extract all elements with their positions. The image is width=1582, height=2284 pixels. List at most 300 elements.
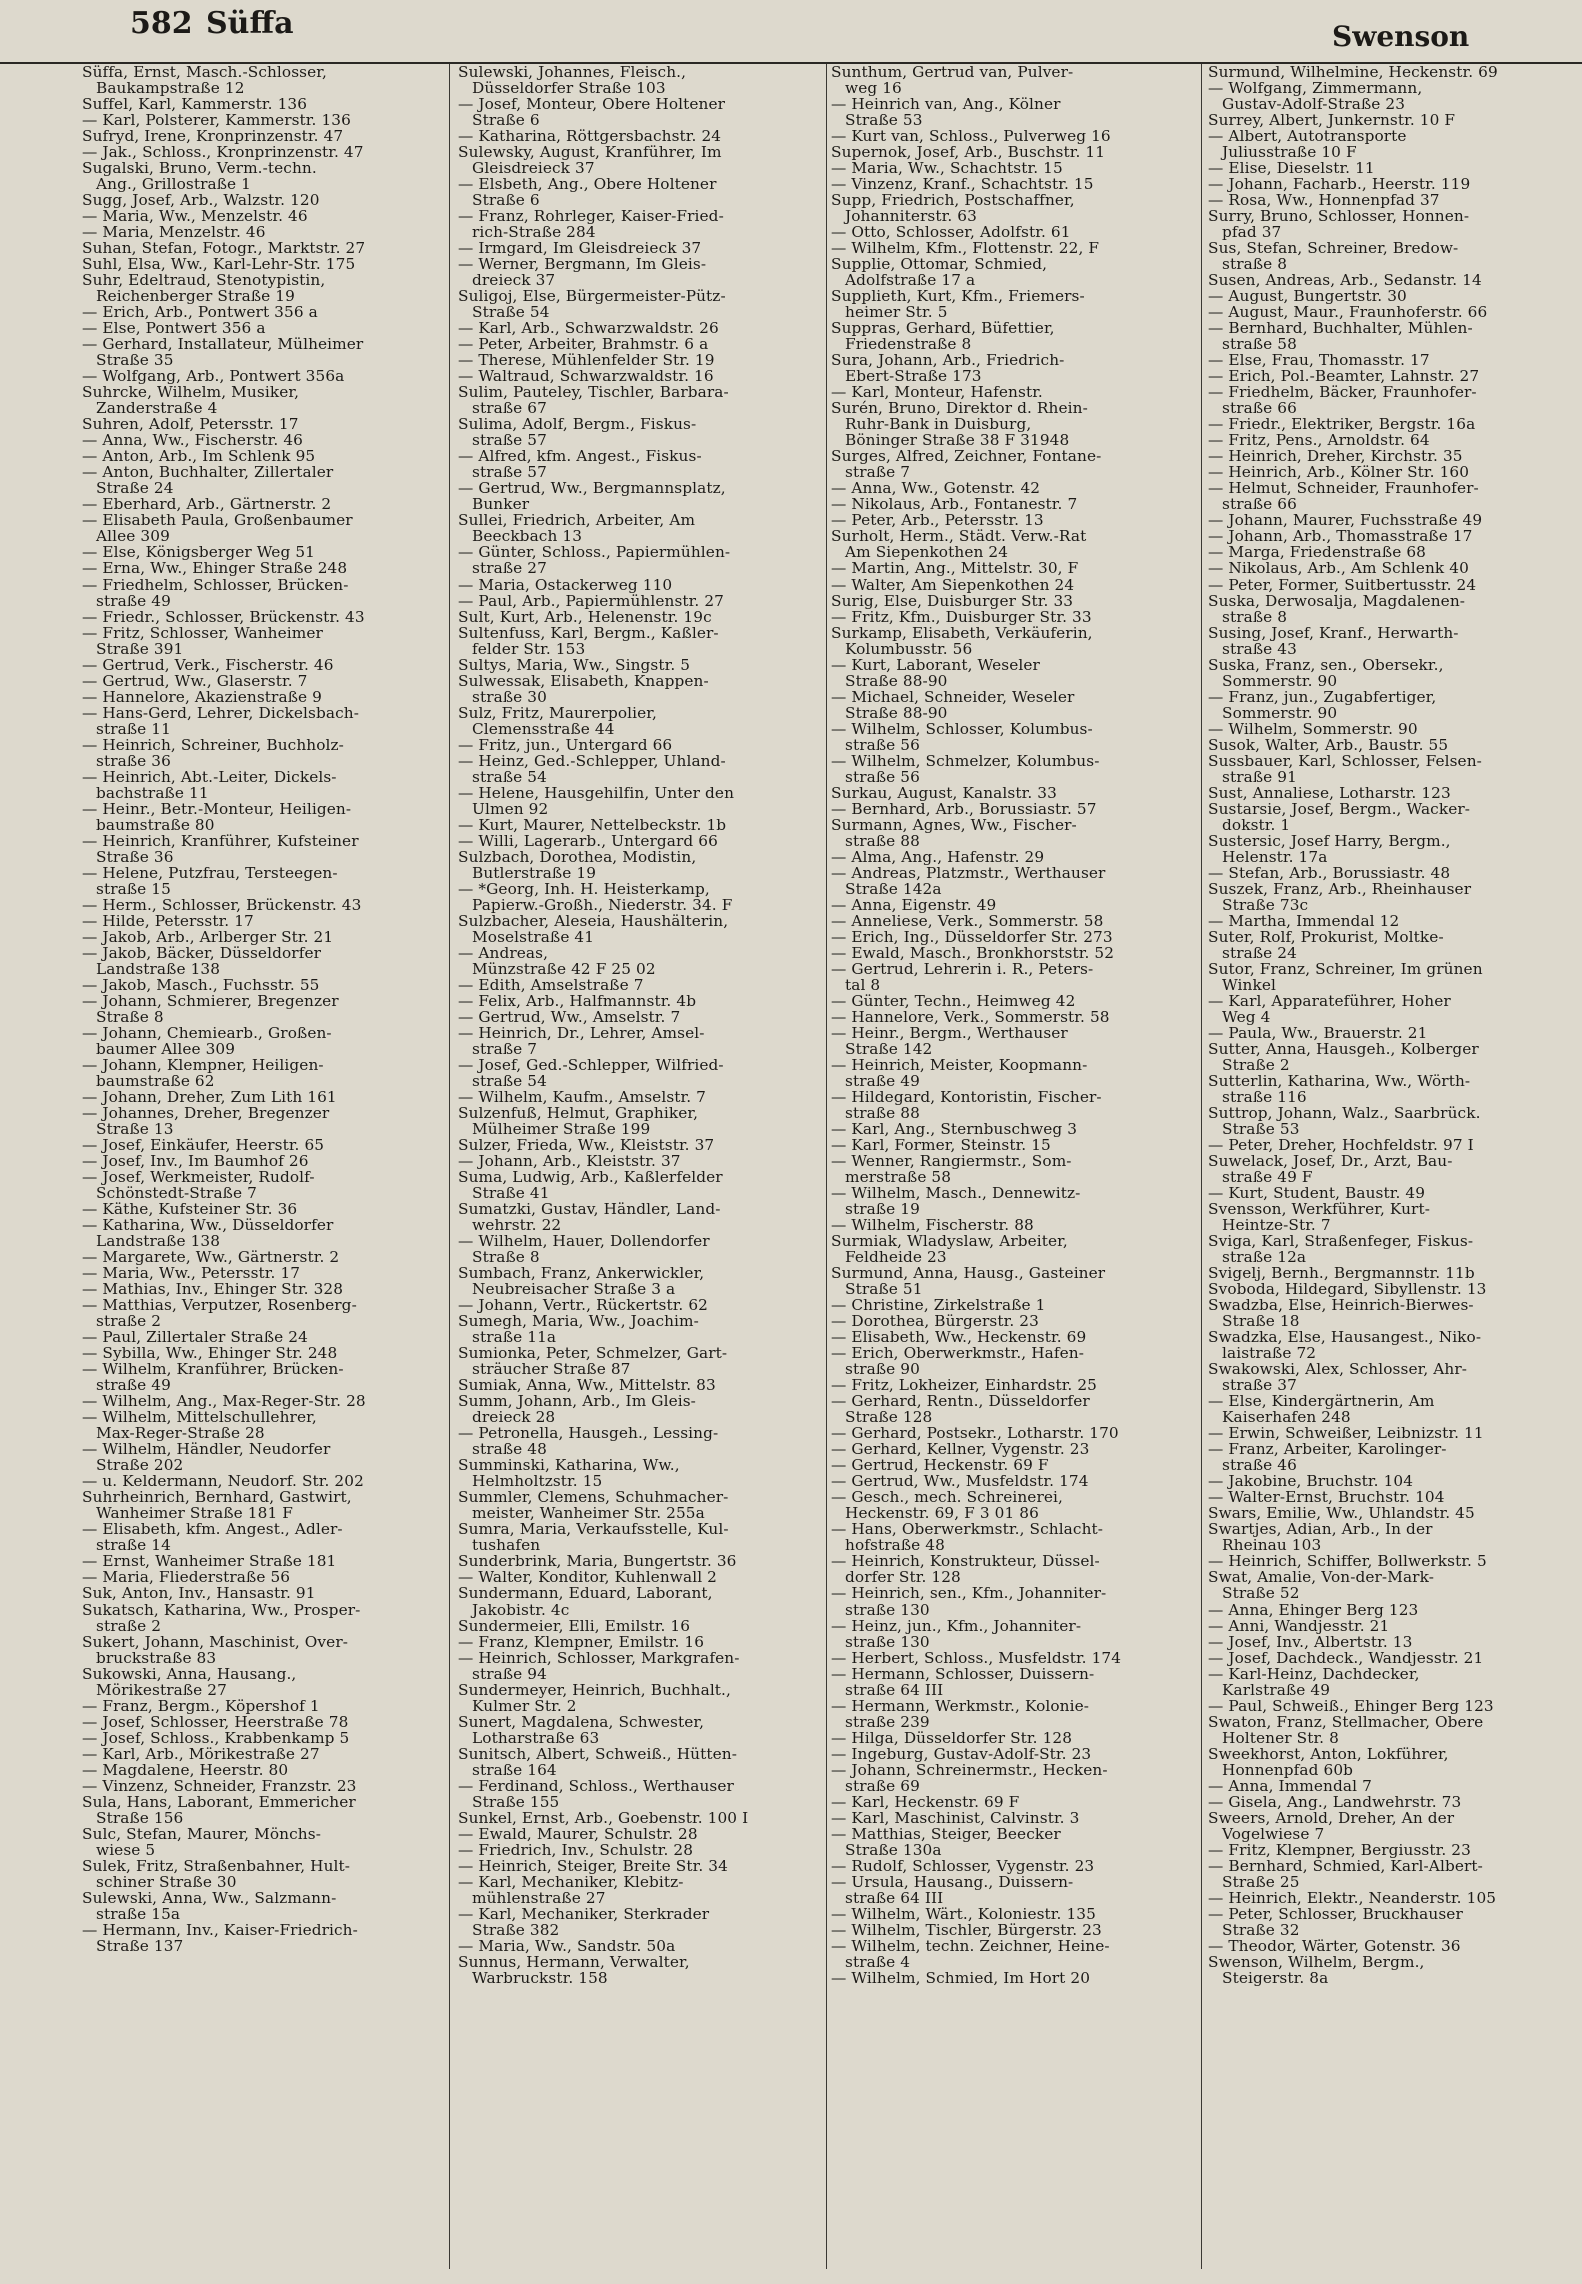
directory-entry: — Gerhard, Rentn., Düsseldorfer	[831, 1393, 1090, 1410]
entry-continuation: straße 66	[1222, 400, 1297, 417]
directory-entry: Sulzbacher, Aleseia, Haushälterin,	[458, 912, 729, 929]
directory-entry: — Jak., Schloss., Kronprinzenstr. 47	[82, 144, 364, 161]
entry-continuation: Straße 88-90	[845, 672, 948, 689]
entry-continuation: straße 43	[1222, 640, 1297, 657]
entry-continuation: Straße 382	[472, 1921, 560, 1938]
directory-entry: — Heinz, Ged.-Schlepper, Uhland-	[458, 752, 726, 769]
directory-entry: — Fritz, jun., Untergard 66	[458, 736, 673, 753]
directory-entry: — Anton, Buchhalter, Zillertaler	[82, 464, 334, 481]
directory-entry: — Marga, Friedenstraße 68	[1208, 544, 1426, 561]
directory-entry: — Ursula, Hausang., Duissern-	[831, 1873, 1074, 1890]
directory-entry: — Karl, Former, Steinstr. 15	[831, 1137, 1051, 1154]
entry-continuation: Straße 130a	[845, 1841, 942, 1858]
directory-entry: Sugalski, Bruno, Verm.-techn.	[82, 160, 317, 177]
directory-entry: — Edith, Amselstraße 7	[458, 976, 644, 993]
directory-entry: — Walter, Konditor, Kuhlenwall 2	[458, 1569, 717, 1586]
directory-entry: Suska, Derwosalja, Magdalenen-	[1208, 592, 1466, 609]
directory-entry: Suhren, Adolf, Petersstr. 17	[82, 416, 299, 433]
directory-entry: — Karl, Monteur, Hafenstr.	[831, 384, 1043, 401]
directory-entry: — Elisabeth, Ww., Heckenstr. 69	[831, 1329, 1087, 1346]
entry-continuation: Straße 32	[1222, 1921, 1300, 1938]
directory-entry: — Friedhelm, Schlosser, Brücken-	[82, 576, 349, 593]
directory-entry: — Walter-Ernst, Bruchstr. 104	[1208, 1489, 1445, 1506]
entry-continuation: straße 57	[472, 464, 547, 481]
column-3	[831, 64, 1193, 2264]
directory-entry: Suttrop, Johann, Walz., Saarbrück.	[1208, 1105, 1481, 1122]
directory-entry: Sundermeier, Elli, Emilstr. 16	[458, 1617, 691, 1634]
directory-entry: — Kurt, Laborant, Weseler	[831, 656, 1040, 673]
directory-entry: — Wilhelm, Fischerstr. 88	[831, 1217, 1034, 1234]
column-divider	[1201, 64, 1202, 2269]
directory-entry: — Wilhelm, Schmied, Im Hort 20	[831, 1969, 1091, 1986]
entry-continuation: Straße 142	[845, 1040, 933, 1057]
directory-entry: — Gerhard, Installateur, Mülheimer	[82, 336, 364, 353]
directory-entry: — Katharina, Ww., Düsseldorfer	[82, 1217, 334, 1234]
directory-entry: — Erwin, Schweißer, Leibnizstr. 11	[1208, 1425, 1484, 1442]
directory-entry: — Walter, Am Siepenkothen 24	[831, 576, 1075, 593]
directory-entry: — Kurt, Student, Baustr. 49	[1208, 1185, 1426, 1202]
directory-entry: — Eberhard, Arb., Gärtnerstr. 2	[82, 496, 332, 513]
directory-entry: — Johann, Schmierer, Bregenzer	[82, 992, 339, 1009]
directory-entry: — Wilhelm, Tischler, Bürgerstr. 23	[831, 1921, 1102, 1938]
directory-entry: — Maria, Fliederstraße 56	[82, 1569, 291, 1586]
entry-continuation: Ulmen 92	[472, 800, 549, 817]
entry-continuation: Clemensstraße 44	[472, 720, 615, 737]
entry-continuation: straße 54	[472, 1072, 547, 1089]
entry-continuation: Straße 88-90	[845, 704, 948, 721]
directory-entry: Surholt, Herm., Städt. Verw.-Rat	[831, 528, 1087, 545]
directory-entry: — Wilhelm, Kranführer, Brücken-	[82, 1361, 344, 1378]
directory-entry: — Herbert, Schloss., Musfeldstr. 174	[831, 1649, 1122, 1666]
directory-entry: Swars, Emilie, Ww., Uhlandstr. 45	[1208, 1505, 1475, 1522]
directory-entry: — Anna, Ww., Gotenstr. 42	[831, 480, 1041, 497]
entry-continuation: Rheinau 103	[1222, 1537, 1322, 1554]
directory-entry: Sulzbach, Dorothea, Modistin,	[458, 848, 697, 865]
directory-entry: — Hermann, Werkmstr., Kolonie-	[831, 1697, 1090, 1714]
entry-continuation: Straße 156	[96, 1809, 184, 1826]
directory-entry: Surkamp, Elisabeth, Verkäuferin,	[831, 624, 1093, 641]
directory-entry: — Hans, Oberwerkmstr., Schlacht-	[831, 1521, 1104, 1538]
directory-entry: — Martha, Immendal 12	[1208, 912, 1400, 929]
entry-continuation: Landstraße 138	[96, 1233, 221, 1250]
entry-continuation: dreieck 37	[472, 272, 556, 289]
entry-continuation: Beeckbach 13	[472, 528, 583, 545]
directory-entry: — Ernst, Wanheimer Straße 181	[82, 1553, 337, 1570]
entry-continuation: Jakobistr. 4c	[472, 1601, 570, 1618]
directory-entry: — Rudolf, Schlosser, Vygenstr. 23	[831, 1857, 1095, 1874]
directory-entry: — Maria, Ostackerweg 110	[458, 576, 673, 593]
directory-entry: Surmann, Agnes, Ww., Fischer-	[831, 816, 1077, 833]
entry-continuation: Straße 18	[1222, 1313, 1300, 1330]
directory-entry: Sunthum, Gertrud van, Pulver-	[831, 64, 1074, 81]
directory-entry: Sumbach, Franz, Ankerwickler,	[458, 1265, 705, 1282]
directory-entry: — Martin, Ang., Mittelstr. 30, F	[831, 560, 1079, 577]
entry-continuation: rich-Straße 284	[472, 224, 596, 241]
directory-entry: — Josef, Inv., Im Baumhof 26	[82, 1153, 309, 1170]
directory-entry: Sumatzki, Gustav, Händler, Land-	[458, 1201, 721, 1218]
entry-continuation: Vogelwiese 7	[1222, 1825, 1325, 1842]
directory-entry: Susing, Josef, Kranf., Herwarth-	[1208, 624, 1459, 641]
directory-entry: — Gerhard, Kellner, Vygenstr. 23	[831, 1441, 1090, 1458]
directory-entry: — Peter, Dreher, Hochfeldstr. 97 I	[1208, 1137, 1474, 1154]
entry-continuation: dokstr. 1	[1222, 816, 1291, 833]
entry-continuation: Straße 128	[845, 1409, 933, 1426]
directory-entry: — Wilhelm, Schlosser, Kolumbus-	[831, 720, 1093, 737]
directory-entry: — Friedr., Elektriker, Bergstr. 16a	[1208, 416, 1476, 433]
directory-entry: — Heinrich, Schlosser, Markgrafen-	[458, 1649, 740, 1666]
directory-entry: — Irmgard, Im Gleisdreieck 37	[458, 240, 702, 257]
entry-continuation: Butlerstraße 19	[472, 864, 597, 881]
directory-entry: Surmund, Anna, Hausg., Gasteiner	[831, 1265, 1106, 1282]
entry-continuation: straße 30	[472, 688, 547, 705]
directory-entry: — Wilhelm, Kfm., Flottenstr. 22, F	[831, 240, 1100, 257]
entry-continuation: bachstraße 11	[96, 784, 209, 801]
entry-continuation: Zanderstraße 4	[96, 400, 218, 417]
directory-entry: Sugg, Josef, Arb., Walzstr. 120	[82, 192, 320, 209]
directory-entry: — Erna, Ww., Ehinger Straße 248	[82, 560, 348, 577]
directory-entry: — Alma, Ang., Hafenstr. 29	[831, 848, 1045, 865]
header-keyword-left: Süffa	[206, 6, 294, 41]
directory-entry: Suhr, Edeltraud, Stenotypistin,	[82, 272, 326, 289]
directory-entry: Sunitsch, Albert, Schweiß., Hütten-	[458, 1745, 737, 1762]
directory-entry: — Matthias, Steiger, Beecker	[831, 1825, 1061, 1842]
entry-continuation: Straße 36	[96, 848, 174, 865]
entry-continuation: Warbruckstr. 158	[472, 1969, 608, 1986]
directory-entry: — Nikolaus, Arb., Am Schlenk 40	[1208, 560, 1469, 577]
directory-entry: — Elise, Dieselstr. 11	[1208, 160, 1375, 177]
directory-entry: Surry, Bruno, Schlosser, Honnen-	[1208, 208, 1470, 225]
directory-entry: — Christine, Zirkelstraße 1	[831, 1297, 1046, 1314]
page-header	[0, 0, 1582, 64]
directory-entry: Sura, Johann, Arb., Friedrich-	[831, 352, 1065, 369]
directory-entry: — Elisabeth Paula, Großenbaumer	[82, 512, 353, 529]
directory-entry: Swartjes, Adian, Arb., In der	[1208, 1521, 1433, 1538]
entry-continuation: Münzstraße 42 F 25 02	[472, 960, 656, 977]
directory-entry: Suppras, Gerhard, Büfettier,	[831, 320, 1055, 337]
directory-entry: — Johann, Klempner, Heiligen-	[82, 1056, 324, 1073]
directory-entry: — Else, Pontwert 356 a	[82, 320, 266, 337]
directory-entry: — Karl, Heckenstr. 69 F	[831, 1793, 1020, 1810]
directory-entry: — Franz, Klempner, Emilstr. 16	[458, 1633, 705, 1650]
directory-entry: — Josef, Schloss., Krabbenkamp 5	[82, 1729, 350, 1746]
directory-entry: Sussbauer, Karl, Schlosser, Felsen-	[1208, 752, 1482, 769]
entry-continuation: straße 14	[96, 1537, 171, 1554]
directory-entry: — Franz, jun., Zugabfertiger,	[1208, 688, 1437, 705]
entry-continuation: Straße 202	[96, 1457, 184, 1474]
directory-entry: — Peter, Former, Suitbertusstr. 24	[1208, 576, 1477, 593]
directory-entry: — Anna, Immendal 7	[1208, 1777, 1372, 1794]
directory-entry: Sviga, Karl, Straßenfeger, Fiskus-	[1208, 1233, 1474, 1250]
directory-entry: — Heinrich, Dr., Lehrer, Amsel-	[458, 1024, 705, 1041]
entry-continuation: heimer Str. 5	[845, 304, 948, 321]
directory-entry: — Erich, Oberwerkmstr., Hafen-	[831, 1345, 1085, 1362]
directory-entry: — Heinrich, Meister, Koopmann-	[831, 1056, 1088, 1073]
entry-continuation: dorfer Str. 128	[845, 1569, 961, 1586]
directory-entry: — Karl, Mechaniker, Klebitz-	[458, 1873, 684, 1890]
directory-entry: Suffel, Karl, Kammerstr. 136	[82, 96, 308, 113]
entry-continuation: straße 36	[96, 752, 171, 769]
directory-entry: — Herm., Schlosser, Brückenstr. 43	[82, 896, 362, 913]
entry-continuation: Straße 35	[96, 352, 174, 369]
directory-entry: Sundermeyer, Heinrich, Buchhalt.,	[458, 1681, 731, 1698]
entry-continuation: straße 24	[1222, 944, 1297, 961]
directory-entry: Sus, Stefan, Schreiner, Bredow-	[1208, 240, 1459, 257]
entry-continuation: straße 90	[845, 1361, 920, 1378]
directory-entry: — Johann, Facharb., Heerstr. 119	[1208, 176, 1471, 193]
entry-continuation: Straße 137	[96, 1937, 184, 1954]
entry-continuation: straße 54	[472, 768, 547, 785]
directory-entry: — Anni, Wandjesstr. 21	[1208, 1617, 1390, 1634]
directory-entry: — Karl, Polsterer, Kammerstr. 136	[82, 112, 351, 129]
directory-entry: — Josef, Dachdeck., Wandjesstr. 21	[1208, 1649, 1484, 1666]
entry-continuation: Gustav-Adolf-Straße 23	[1222, 96, 1406, 113]
directory-entry: Sumionka, Peter, Schmelzer, Gart-	[458, 1345, 728, 1362]
directory-entry: Surig, Else, Duisburger Str. 33	[831, 592, 1074, 609]
directory-entry: — Gertrud, Ww., Musfeldstr. 174	[831, 1473, 1089, 1490]
entry-continuation: Sommerstr. 90	[1222, 704, 1338, 721]
directory-entry: Sutor, Franz, Schreiner, Im grünen	[1208, 960, 1483, 977]
entry-continuation: straße 12a	[1222, 1249, 1307, 1266]
directory-entry: — Günter, Schloss., Papiermühlen-	[458, 544, 731, 561]
directory-entry: — Felix, Arb., Halfmannstr. 4b	[458, 992, 697, 1009]
directory-entry: Sulc, Stefan, Maurer, Mönchs-	[82, 1825, 321, 1842]
entry-continuation: baumer Allee 309	[96, 1040, 236, 1057]
directory-entry: — Heinrich, Dreher, Kirchstr. 35	[1208, 448, 1463, 465]
directory-entry: — Wolfgang, Arb., Pontwert 356a	[82, 368, 345, 385]
directory-entry: Suhl, Elsa, Ww., Karl-Lehr-Str. 175	[82, 256, 356, 273]
directory-entry: — Peter, Arb., Petersstr. 13	[831, 512, 1044, 529]
directory-entry: Surrey, Albert, Junkernstr. 10 F	[1208, 112, 1456, 129]
directory-entry: — Hilde, Petersstr. 17	[82, 912, 254, 929]
directory-entry: — Hermann, Schlosser, Duissern-	[831, 1665, 1095, 1682]
directory-entry: — Wilhelm, Wärt., Koloniestr. 135	[831, 1905, 1096, 1922]
entry-continuation: meister, Wanheimer Str. 255a	[472, 1505, 705, 1522]
directory-entry: — Wilhelm, Ang., Max-Reger-Str. 28	[82, 1393, 366, 1410]
directory-entry: — Michael, Schneider, Weseler	[831, 688, 1075, 705]
column-divider	[449, 64, 450, 2269]
directory-entry: — Bernhard, Schmied, Karl-Albert-	[1208, 1857, 1483, 1874]
column-divider	[826, 64, 827, 2269]
directory-entry: Suligoj, Else, Bürgermeister-Pütz-	[458, 288, 726, 305]
directory-entry: — Gertrud, Ww., Glaserstr. 7	[82, 672, 308, 689]
directory-entry: — Ewald, Maurer, Schulstr. 28	[458, 1825, 698, 1842]
directory-entry: — Johann, Schreinermstr., Hecken-	[831, 1761, 1108, 1778]
directory-entry: — Johann, Maurer, Fuchsstraße 49	[1208, 512, 1483, 529]
entry-continuation: straße 88	[845, 832, 920, 849]
directory-entry: — Karl-Heinz, Dachdecker,	[1208, 1665, 1420, 1682]
directory-entry: — Paul, Zillertaler Straße 24	[82, 1329, 308, 1346]
directory-entry: — Elsbeth, Ang., Obere Holtener	[458, 176, 717, 193]
entry-continuation: Straße 155	[472, 1793, 560, 1810]
entry-continuation: Helmholtzstr. 15	[472, 1473, 603, 1490]
entry-continuation: straße 88	[845, 1105, 920, 1122]
directory-entry: — Franz, Bergm., Köpershof 1	[82, 1697, 320, 1714]
directory-entry: — *Georg, Inh. H. Heisterkamp,	[458, 880, 710, 897]
directory-entry: — Helene, Hausgehilfin, Unter den	[458, 784, 735, 801]
entry-continuation: Mörikestraße 27	[96, 1681, 227, 1698]
directory-entry: — Hildegard, Kontoristin, Fischer-	[831, 1089, 1102, 1106]
directory-entry: Sula, Hans, Laborant, Emmericher	[82, 1793, 356, 1810]
entry-continuation: Böninger Straße 38 F 31948	[845, 432, 1070, 449]
entry-continuation: straße 64 III	[845, 1681, 944, 1698]
directory-entry: — Hilga, Düsseldorfer Str. 128	[831, 1729, 1073, 1746]
directory-entry: — Wilhelm, Mittelschullehrer,	[82, 1409, 317, 1426]
directory-entry: — Stefan, Arb., Borussiastr. 48	[1208, 864, 1451, 881]
directory-entry: — Johann, Chemiearb., Großen-	[82, 1024, 332, 1041]
directory-entry: Svigelj, Bernh., Bergmannstr. 11b	[1208, 1265, 1475, 1282]
directory-entry: — Heinrich, sen., Kfm., Johanniter-	[831, 1585, 1107, 1602]
directory-entry: — Heinrich, Konstrukteur, Düssel-	[831, 1553, 1100, 1570]
entry-continuation: Allee 309	[96, 528, 170, 545]
directory-entry: Sweers, Arnold, Dreher, An der	[1208, 1809, 1455, 1826]
directory-entry: — Fritz, Schlosser, Wanheimer	[82, 624, 323, 641]
directory-entry: — Gertrud, Verk., Fischerstr. 46	[82, 656, 334, 673]
directory-entry: Swadzka, Else, Hausangest., Niko-	[1208, 1329, 1482, 1346]
directory-entry: — Helene, Putzfrau, Tersteegen-	[82, 864, 338, 881]
directory-entry: — Margarete, Ww., Gärtnerstr. 2	[82, 1249, 340, 1266]
directory-entry: — Heinz, jun., Kfm., Johanniter-	[831, 1617, 1082, 1634]
directory-entry: Svensson, Werkführer, Kurt-	[1208, 1201, 1430, 1218]
entry-continuation: straße 27	[472, 560, 547, 577]
entry-continuation: straße 15a	[96, 1905, 181, 1922]
directory-entry: — Johann, Arb., Kleiststr. 37	[458, 1153, 681, 1170]
directory-entry: — Heinrich van, Ang., Kölner	[831, 96, 1061, 113]
directory-entry: — Petronella, Hausgeh., Lessing-	[458, 1425, 719, 1442]
directory-entry: — Wilhelm, Hauer, Dollendorfer	[458, 1233, 710, 1250]
directory-entry: Suhrcke, Wilhelm, Musiker,	[82, 384, 300, 401]
directory-entry: — Heinr., Bergm., Werthauser	[831, 1024, 1068, 1041]
directory-entry: — Karl, Ang., Sternbuschweg 3	[831, 1121, 1078, 1138]
entry-continuation: Ruhr-Bank in Duisburg,	[845, 416, 1032, 433]
directory-entry: — Hermann, Inv., Kaiser-Friedrich-	[82, 1921, 358, 1938]
directory-entry: — Anna, Ww., Fischerstr. 46	[82, 432, 304, 449]
entry-continuation: Straße 25	[1222, 1873, 1300, 1890]
entry-continuation: straße 69	[845, 1777, 920, 1794]
directory-entry: — August, Bungertstr. 30	[1208, 288, 1407, 305]
entry-continuation: schiner Straße 30	[96, 1873, 237, 1890]
directory-entry: Sultenfuss, Karl, Bergm., Kaßler-	[458, 624, 719, 641]
entry-continuation: wehrstr. 22	[472, 1217, 562, 1234]
directory-entry: — Heinrich, Schreiner, Buchholz-	[82, 736, 344, 753]
directory-entry: — Fritz, Klempner, Bergiusstr. 23	[1208, 1841, 1471, 1858]
directory-entry: Suter, Rolf, Prokurist, Moltke-	[1208, 928, 1444, 945]
entry-continuation: Schönstedt-Straße 7	[96, 1185, 257, 1202]
directory-entry: — Maria, Ww., Petersstr. 17	[82, 1265, 301, 1282]
directory-entry: — Josef, Einkäufer, Heerstr. 65	[82, 1137, 325, 1154]
directory-entry: Swenson, Wilhelm, Bergm.,	[1208, 1953, 1425, 1970]
entry-continuation: straße 58	[1222, 336, 1297, 353]
directory-entry: — Magdalene, Heerstr. 80	[82, 1761, 289, 1778]
entry-continuation: baumstraße 62	[96, 1072, 215, 1089]
directory-entry: — Karl, Apparateführer, Hoher	[1208, 992, 1451, 1009]
directory-entry: — Gesch., mech. Schreinerei,	[831, 1489, 1063, 1506]
directory-entry: — Johann, Arb., Thomasstraße 17	[1208, 528, 1473, 545]
directory-entry: — Josef, Schlosser, Heerstraße 78	[82, 1713, 349, 1730]
directory-entry: — Gertrud, Heckenstr. 69 F	[831, 1457, 1049, 1474]
entry-continuation: straße 11a	[472, 1329, 557, 1346]
directory-entry: Sunnus, Hermann, Verwalter,	[458, 1953, 690, 1970]
directory-entry: Summinski, Katharina, Ww.,	[458, 1457, 680, 1474]
entry-continuation: straße 37	[1222, 1377, 1297, 1394]
entry-continuation: laistraße 72	[1222, 1345, 1317, 1362]
entry-continuation: Straße 391	[96, 640, 184, 657]
column-4	[1208, 64, 1572, 2264]
directory-entry: — Wilhelm, Masch., Dennewitz-	[831, 1185, 1081, 1202]
directory-entry: Sustarsie, Josef, Bergm., Wacker-	[1208, 800, 1471, 817]
entry-continuation: Straße 51	[845, 1281, 923, 1298]
directory-entry: Sultys, Maria, Ww., Singstr. 5	[458, 656, 691, 673]
entry-continuation: straße 130	[845, 1633, 930, 1650]
directory-entry: — Dorothea, Bürgerstr. 23	[831, 1313, 1039, 1330]
directory-entry: — Gertrud, Lehrerin i. R., Peters-	[831, 960, 1094, 977]
directory-entry: Sulewski, Johannes, Fleisch.,	[458, 64, 687, 81]
entry-continuation: straße 49	[96, 592, 171, 609]
entry-continuation: Moselstraße 41	[472, 928, 595, 945]
entry-continuation: straße 94	[472, 1665, 547, 1682]
directory-entry: Sulima, Adolf, Bergm., Fiskus-	[458, 416, 697, 433]
column-2	[458, 64, 824, 2264]
directory-entry: Sustersic, Josef Harry, Bergm.,	[1208, 832, 1451, 849]
entry-continuation: Karlstraße 49	[1222, 1681, 1331, 1698]
entry-continuation: Helenstr. 17a	[1222, 848, 1328, 865]
entry-continuation: straße 130	[845, 1601, 930, 1618]
directory-entry: — Bernhard, Arb., Borussiastr. 57	[831, 800, 1097, 817]
entry-continuation: Friedenstraße 8	[845, 336, 972, 353]
directory-entry: — Jakobine, Bruchstr. 104	[1208, 1473, 1414, 1490]
entry-continuation: straße 56	[845, 736, 920, 753]
directory-entry: — Mathias, Inv., Ehinger Str. 328	[82, 1281, 344, 1298]
directory-entry: — Ferdinand, Schloss., Werthauser	[458, 1777, 734, 1794]
directory-entry: — Karl, Arb., Mörikestraße 27	[82, 1745, 320, 1762]
directory-entry: — Heinr., Betr.-Monteur, Heiligen-	[82, 800, 352, 817]
directory-entry: — Maria, Ww., Menzelstr. 46	[82, 208, 308, 225]
directory-entry: Suma, Ludwig, Arb., Kaßlerfelder	[458, 1169, 723, 1186]
directory-entry: — Johann, Vertr., Rückertstr. 62	[458, 1297, 709, 1314]
entry-continuation: Adolfstraße 17 a	[845, 272, 976, 289]
directory-entry: — Alfred, kfm. Angest., Fiskus-	[458, 448, 702, 465]
directory-entry: — Fritz, Lokheizer, Einhardstr. 25	[831, 1377, 1098, 1394]
directory-entry: — Gisela, Ang., Landwehrstr. 73	[1208, 1793, 1462, 1810]
directory-entry: Suk, Anton, Inv., Hansastr. 91	[82, 1585, 316, 1602]
entry-continuation: dreieck 28	[472, 1409, 556, 1426]
entry-continuation: Straße 24	[96, 480, 174, 497]
entry-continuation: sträucher Straße 87	[472, 1361, 631, 1378]
entry-continuation: Baukampstraße 12	[96, 80, 245, 97]
directory-entry: — Johann, Dreher, Zum Lith 161	[82, 1089, 337, 1106]
entry-continuation: straße 164	[472, 1761, 557, 1778]
directory-entry: — Bernhard, Buchhalter, Mühlen-	[1208, 320, 1473, 337]
directory-entry: — Jakob, Masch., Fuchsstr. 55	[82, 976, 320, 993]
entry-continuation: straße 116	[1222, 1089, 1307, 1106]
directory-entry: — Friedhelm, Bäcker, Fraunhofer-	[1208, 384, 1477, 401]
directory-entry: Sundermann, Eduard, Laborant,	[458, 1585, 713, 1602]
directory-entry: Suhan, Stefan, Fotogr., Marktstr. 27	[82, 240, 366, 257]
entry-continuation: Honnenpfad 60b	[1222, 1761, 1354, 1778]
entry-continuation: Am Siepenkothen 24	[845, 544, 1009, 561]
entry-continuation: Straße 41	[472, 1185, 550, 1202]
entry-continuation: Weg 4	[1222, 1008, 1271, 1025]
directory-entry: — Paul, Schweiß., Ehinger Berg 123	[1208, 1697, 1494, 1714]
directory-entry: — Wilhelm, techn. Zeichner, Heine-	[831, 1937, 1110, 1954]
directory-entry: — Vinzenz, Kranf., Schachtstr. 15	[831, 176, 1094, 193]
directory-entry: — Josef, Monteur, Obere Holtener	[458, 96, 726, 113]
directory-entry: Surén, Bruno, Direktor d. Rhein-	[831, 400, 1088, 417]
directory-entry: — Kurt, Maurer, Nettelbeckstr. 1b	[458, 816, 727, 833]
directory-entry: — Katharina, Röttgersbachstr. 24	[458, 128, 722, 145]
entry-continuation: straße 49	[845, 1072, 920, 1089]
directory-entry: Suhrheinrich, Bernhard, Gastwirt,	[82, 1489, 352, 1506]
directory-entry: — Therese, Mühlenfelder Str. 19	[458, 352, 715, 369]
